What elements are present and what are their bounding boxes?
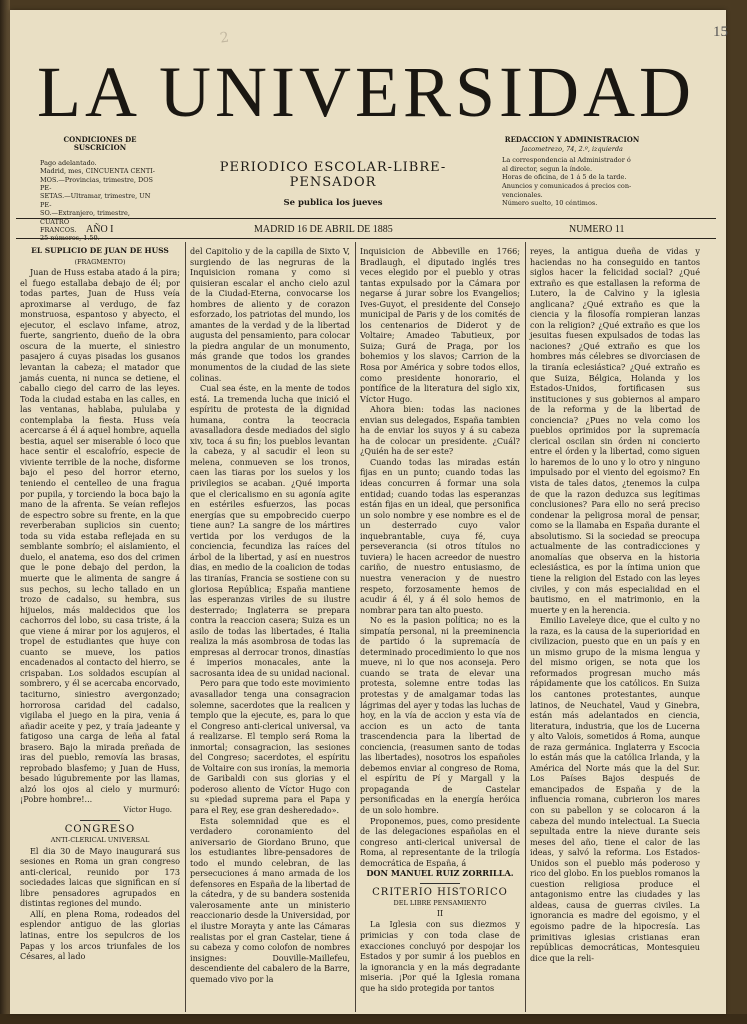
header-rule-bottom <box>16 238 716 239</box>
article-body: Emilio Laveleye dice, que el culto y no la raza, es la causa de la superioridad en civilizacion, puesto que en un país y en un mismo grupo de la misma lengua y del mismo origen, se nota que los reformados progresan mucho más rápidamente que los católicos. En Suiza los cantones protestantes, aunque latinos, de Neuchatel, Vaud y Ginebra, están más adelantados en ciencia, literatura, industria, que los de Lucerna y alto Valois, sometidos á Roma, aunque de raza germánica. Inglaterra y Escocia lo están más que la católica Irlanda, y la América del Norte más que la del Sur. Los Países Bajos después de emancipados de España y de la influencia romana, cubrieron los mares con su pabellon y se colocaron á la cabeza del mundo intelectual. La Suecia sepultada entre la nieve durante seis meses del año, tiene el calor de las ideas, y salvó la reforma. Los Estados-Unidos son el pueblo más poderoso y rico del globo. En los pueblos romanos la cuestion religiosa produce el antagonismo entre las ciudades y las aldeas, causa de guerras civiles. La ignorancia es madre del egoismo, y el egoismo padre de la hipocresía. Las primitivas iglesias cristianas eran repúblicas democráticas, Montesquieu dice que la reli- <box>530 615 700 963</box>
section-body: El dia 30 de Mayo inaugurará sus sesiones en Roma un gran congreso anti-clerical, reunido por 173 sociedades laicas que significan en sí libre pensadores agrupados en distintas regiones del mundo. <box>20 845 180 909</box>
article-body: Juan de Huss estaba atado á la pira; el fuego estallaba debajo de él; por todas partes, Juan de Huss veía aproximarse al verdugo, de faz monstruosa, espantoso y abyecto, el ejecutor, el esclavo infame, atroz, fuerte, sangriento, dueño de la obra oscura de la muerte, el siniestro pasajero á cuyas pisadas los gusanos levantan la cabeza; el matador que jamás cuenta, ni nunca se detiene, el caballo ciego del carro de las leyes. Toda la ciudad estaba en las calles, en las ventanas, hablaba, pululaba y contemplaba la fiesta. Huss veía acercarse á él á aquel hombre, aquella bestia, aquel ser miserable ó loco que hace sentir el escalofrío, especie de viviente terrible de la noche, disforme bajo el peso del horror eterno, teniendo el centelleo de una fragua por pupila, y torciendo la boca bajo la mano de la afrenta. Se veían reflejos de espectro sobre su frente, en la que reverberaban suplicios sin cuento; toda su vida estaba reflejada en su semblante sombrío; el aislamiento, el duelo, el anatema, eso dos del crimen que le pone debajo del perdon, la muerte que le alimenta de sangre á sus pechos, su lecho tallado en un trozo de cadalso, su hembra, sus hijuelos, más maldecidos que los cachorros del lobo, su casa triste, á la que viene á mirar por los agujeros, el tropel de estudiantes que huye con cuanto se mueve, los patios encadenados al contacto del hierro, se crispaban. Los soldados escupían al sombrero, y él se acercaba encorvado, taciturno, siniestro avergonzado; horrorosa caridad del cadalso, vigilaba el juego en la pira, venia á añadir aceite y pez, y traía jadeante y fatigoso una carga de leña al fatal brasero. Bajo la mirada preñada de iras del pueblo, removía las brasas, reprobado blasfemo; y Juan de Huss, besado lúgubremente por las llamas, alzó los ojos al cielo y murmuró: ¡Pobre hombre!... <box>20 267 180 805</box>
administration-address: Jacometrezo, 74, 2.º, izquierda <box>521 144 623 153</box>
dateline <box>16 222 716 238</box>
subscription-line: Madrid, mes, CINCUENTA CENTI- <box>40 167 156 176</box>
article-body: No es la pasion política; no es la simpatía personal, ni la preeminencia de partido ó la supremacía de determinado procedimiento lo que nos mueve, ni lo que nos aconseja. Pero cuando se trata de elevar una protesta, solemne entre todas las protestas y de amalgamar todas las lágrimas del ayer y todas las luchas de hoy, en la vía de accion y esta vía de accion es un acto de tanta trascendencia para la libertad de conciencia, (reasumen santo de todas las libertades), nosotros los españoles debemos enviar al congreso de Roma, el espíritu de Pí y Margall y la propaganda de Castelar personificadas en la energía heróica de un solo hombre. <box>360 615 520 815</box>
article-body: Inquisicion de Abbeville en 1766; Bradlaugh, el diputado inglés tres veces elegido por el pueblo y otras tantas expulsado por la Cámara por negarse á jurar sobre los Evangelios; Ives-Guyot, el presidente del Consejo municipal de Paris y de los comités de los centenarios de Diderot y de Voltaire; Amadeo Tabutieux, por Suiza; Gurá de Praga, por los bohemios y los slavos; Carrion de la Rosa por América y sobre todos ellos, como presidente honorario, el pontífice de la literatura del siglo xix, Víctor Hugo. <box>360 246 520 404</box>
section-divider <box>80 820 120 821</box>
article-subtitle: (FRAGMENTO) <box>74 257 126 266</box>
article-body: Esta solemnidad que es el verdadero coronamiento del aniversario de Giordano Bruno, que los estudiantes libre-pensadores de todo el mundo celebran, de las persecuciones á mano armada de los defensores en España de la libertad de la cátedra, y de su bandera sostenida valerosamente ante un ministerio reaccionario desde la Universidad, por el ilustre Morayta y ante las Cámaras realistas por el gran Castelar, tiene á su cabeza y como colofon de nombres insignes: Douville-Maillefeu, descendiente del cabalero de la Barre, quemado vivo por la <box>190 815 350 984</box>
section-body: Allí, en plena Roma, rodeados del esplendor antiguo de las glorias latinas, entre los sepulcros de los Papas y los arcos triunfales de los Césares, al lado <box>20 908 180 962</box>
masthead-title: LA UNIVERSIDAD <box>37 52 695 132</box>
article-body: reyes, la antigua dueña de vidas y haciendas no ha conseguido en tantos siglos hacer la felicidad social? ¿Qué extraño es que estallasen la reforma de Lutero, la de Calvino y la iglesia anglicana? ¿Qué extraño es que la ciencia y la filosofía rompieran lanzas con la religion? ¿Qué extraño es que los jesuitas fuesen expulsados de todas las naciones? ¿Qué extraño es que los hombres más célebres se divorciasen de la tiranía eclesiástica? ¿Qué extraño es que Suiza, Bélgica, Holanda y los Estados-Unidos, fortificasen sus instituciones y sus gobiernos al amparo de la reforma y de la libertad de conciencia? ¿Pues no vela como los pueblos oprimidos por la supremacía clerical oscilan sin órden ni concierto entre el órden y la libertad, como siguen lo haremos de lo uno y lo otro y ninguno impulsado por el viento del egoismo? En vista de tales datos, ¿tenemos la culpa de que la razon deduzca sus legítimas conclusiones? Para ello no será preciso condenar la peligrosa moral de pensar, como se la llamaba en España durante el absolutismo. Si la sociedad se preocupa actualmente de las contradicciones y anomalías que observa en la historia eclesiástica, es por la íntima union que tiene la religion del Estado con las leyes civiles, y con más especialidad en el bautismo, en el matrimonio, en la muerte y en la herencia. <box>530 246 700 615</box>
column-2 <box>190 246 350 1016</box>
column-divider <box>355 242 356 1012</box>
book-binding-edge <box>0 0 10 1024</box>
header-rule-top <box>16 218 716 219</box>
year-label: AÑO I <box>86 224 114 235</box>
newspaper-page <box>10 10 726 1014</box>
tagline-box <box>178 160 488 208</box>
subscription-line: FRANCOS. <box>40 226 77 235</box>
subscription-heading: CONDICIONES DE SUSCRICION <box>63 135 137 153</box>
column-divider <box>185 242 186 1012</box>
administration-line: Anuncios y comunicados á precios con- <box>502 181 632 190</box>
section-divider <box>420 883 460 884</box>
section-part-number: II <box>436 908 444 918</box>
publication-frequency: Se publica los jueves <box>283 198 383 208</box>
article-body: Ahora bien: todas las naciones envian sus delegados, España tambien ha de enviar los suyos y á su cabeza ha de colocar un presidente. ¿Cuál? ¿Quién ha de ser este? <box>360 404 520 457</box>
subscription-line: SETAS.—Ultramar, trimestre, UN PE- <box>40 192 151 209</box>
article-body: Proponemos, pues, como presidente de las delegaciones españolas en el congreso anti-clerical universal de Roma, al representante de la trilogía democrática de España, á <box>360 815 520 868</box>
page-number: 15 <box>713 24 728 40</box>
section-title: CONGRESO <box>64 823 136 835</box>
administration-line: al director, segun la índole. <box>502 164 593 173</box>
section-title: CRITERIO HISTORICO <box>372 886 508 898</box>
section-body: La Iglesia con sus diezmos y primicias y con toda clase de exacciones concluyó por despojar los Estados y por sumir á los pueblos en la ignorancia y en la más degradante miseria. ¡Por qué la Iglesia romana que ha sido protegida por tantos <box>360 919 520 993</box>
article-body: Cual sea éste, en la mente de todos está. La tremenda lucha que inició el espíritu de protesta de la dignidad humana, contra la teocracia avasalladora desde mediados del siglo xiv, toca á su fin; los pueblos levantan la cabeza, y al sacudir el leon su melena, conmueven se los tronos, caen las tiaras por los suelos y los privilegios se acaban. ¿Qué importa que el clericalismo en su agonía agite en estériles esfuerzos, las pocas energías que su empobrecido cuerpo tiene aun? La sangre de los mártires vertida por los verdugos de la conciencia, fecundiza las raíces del árbol de la libertad, y así en nuestros dias, en medio de la coalicion de todas las tiranías, Francia se sostiene con su gloriosa República; España mantiene las esperanzas viriles de su ilustre desterrado; Inglaterra se prepara contra la reaccion casera; Suiza es un asilo de todas las libertades, é Italia realiza la más asombrosa de todas las empresas al derrocar tronos, dinastías é imperios monacales, ante la sacrosanta idea de su unidad nacional. <box>190 383 350 678</box>
article-body: Cuando todas las miradas están fijas en un punto; cuando todas las ideas concurren á formar una sola entidad; cuando todas las esperanzas están fijas en un ideal, que personifica un solo nombre y ese nombre es el de un desterrado cuyo valor inquebrantable, cuya fé, cuya perseverancia (si otros títulos no tuviera) le hacen acreedor de nuestro cariño, de nuestro entusiasmo, de nuestra veneracion y de nuestro respeto, forzosamente hemos de acudir á él, y á él solo hemos de nombrar para tan alto puesto. <box>360 456 520 615</box>
article-author: Víctor Hugo. <box>123 804 172 814</box>
administration-line: Número suelto, 10 céntimos. <box>502 199 598 208</box>
administration-line: Horas de oficina, de 1 á 5 de la tarde. <box>502 173 627 182</box>
article-body: Pero para que todo este movimiento avasallador tenga una consagracion solemne, sacerdotes que la realicen y templo que la ejecute, es, para lo que el Congreso anti-clerical universal, va á realizarse. El templo será Roma la inmortal; consagracion, las sesiones del Congreso; sacerdotes, el espíritu de Voltaire con sus ironías, la memoria de Garibaldi con sus glorias y el poderoso aliento de Víctor Hugo con su «piedad suprema para el Papa y para el Rey, ese gran desheredado». <box>190 678 350 815</box>
column-1 <box>20 246 180 1016</box>
subscription-line: MOS.—Provincias, trimestre, DOS PE- <box>40 175 154 193</box>
section-subtitle: DEL LIBRE PENSAMIENTO <box>393 899 487 908</box>
proposed-president: DON MANUEL RUIZ ZORRILLA. <box>366 868 514 879</box>
section-subtitle: ANTI-CLERICAL UNIVERSAL <box>50 836 150 845</box>
column-3 <box>360 246 520 1016</box>
subscription-line: SO.—Extranjero, trimestre, CUATRO <box>40 209 130 226</box>
tagline: PERIODICO ESCOLAR-LIBRE-PENSADOR <box>219 160 447 190</box>
article-title: EL SUPLICIO DE JUAN DE HUSS <box>31 246 169 255</box>
library-stamp: 2 <box>218 29 230 47</box>
issue-date: MADRID 16 DE ABRIL DE 1885 <box>254 224 393 235</box>
administration-line: vencionales. <box>502 190 543 199</box>
administration-box <box>502 136 642 208</box>
column-divider <box>525 242 526 1012</box>
subscription-line: 25 números, 1.50. <box>40 234 100 243</box>
column-4 <box>530 246 700 1016</box>
article-body: del Capitolio y de la capilla de Sixto V, surgiendo de las negruras de la Inquisicion romana y como si quisieran escalar el ancho cielo azul de la Ciudad-Eterna, convocarse los hombres de aliento y de corazon esforzado, los patriotas del mundo, los amantes de la verdad y de la libertad augusta del pensamiento, para colocar la piedra angular de un monumento, más grande que todos los grandes monumentos de la ciudad de las siete colinas. <box>190 246 350 383</box>
subscription-line: Pago adelantado. <box>40 158 97 167</box>
administration-line: La correspondencia al Administrador ó <box>502 156 631 165</box>
administration-heading: REDACCION Y ADMINISTRACION <box>504 135 640 144</box>
issue-number: NUMERO 11 <box>569 224 625 235</box>
